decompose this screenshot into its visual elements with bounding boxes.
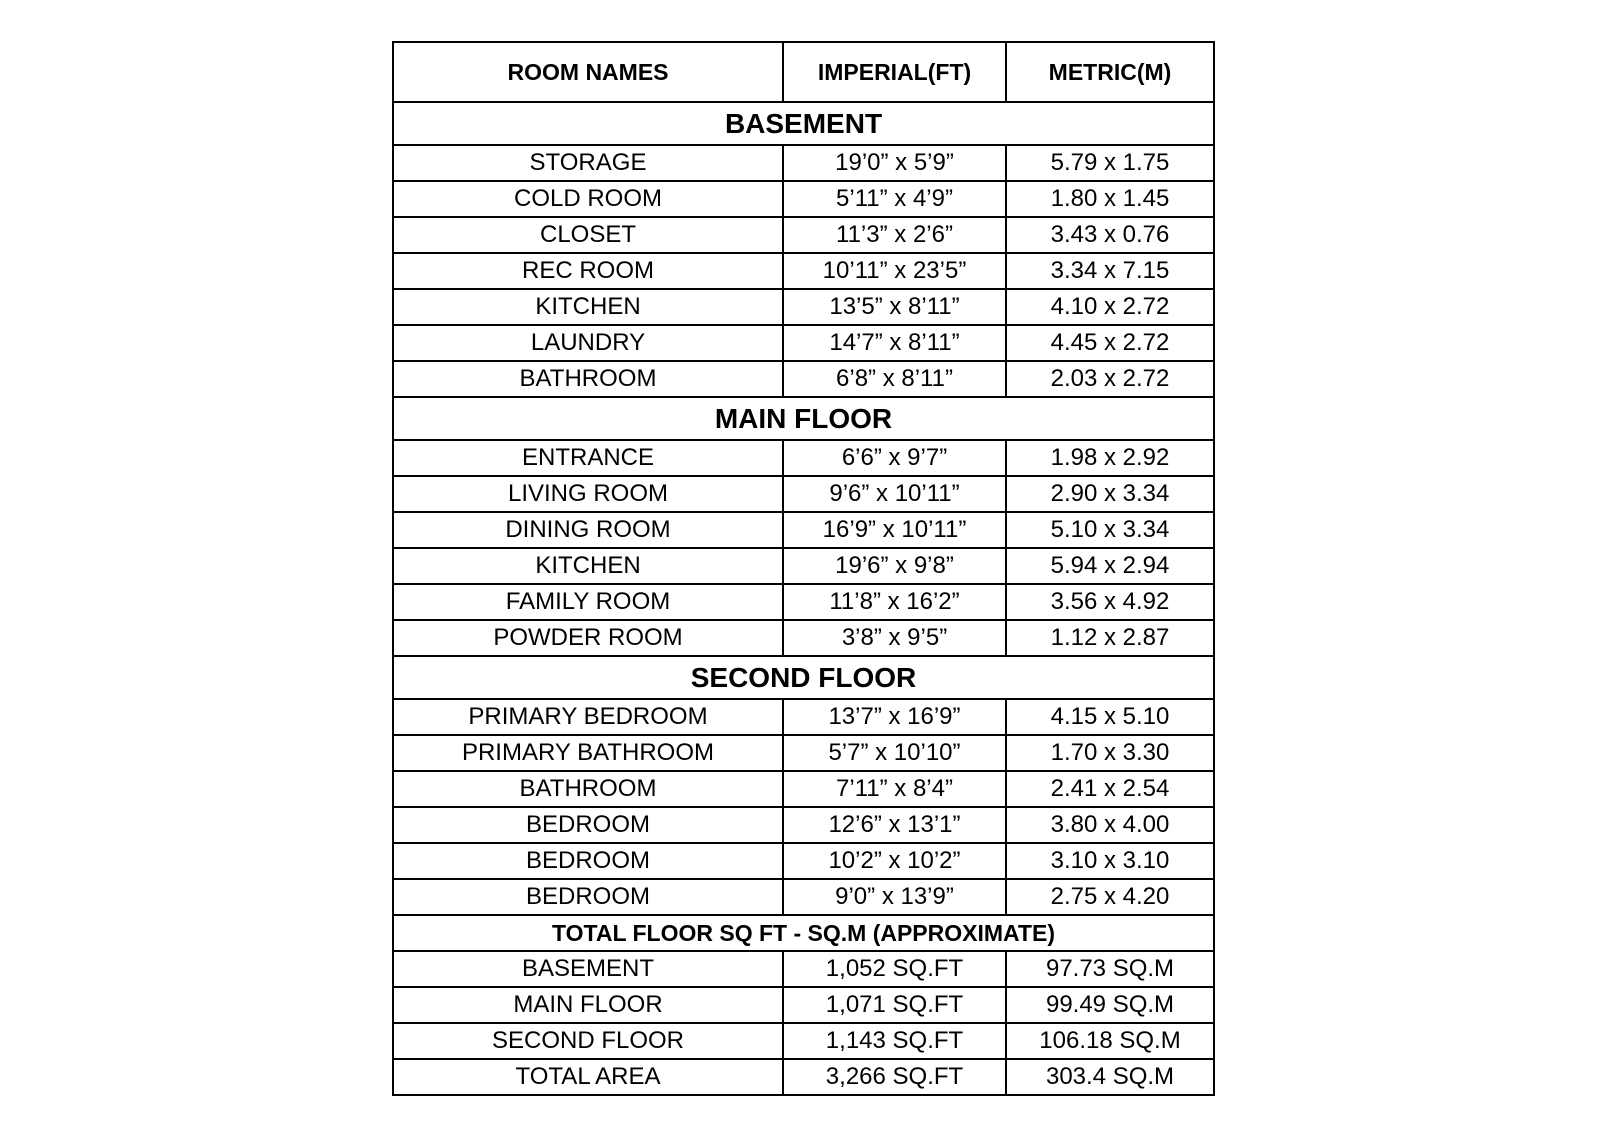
imperial-value: 3’8” x 9’5” [783, 620, 1006, 656]
table-row [393, 253, 1214, 289]
floor-name: BASEMENT [393, 951, 783, 987]
table-row [393, 548, 1214, 584]
metric-value: 1.12 x 2.87 [1006, 620, 1214, 656]
metric-value: 4.15 x 5.10 [1006, 699, 1214, 735]
header-imperial: IMPERIAL(FT) [783, 42, 1006, 102]
metric-area: 303.4 SQ.M [1006, 1059, 1214, 1095]
room-name: LIVING ROOM [393, 476, 783, 512]
table-row [393, 361, 1214, 397]
table-row [393, 951, 1214, 987]
metric-value: 3.80 x 4.00 [1006, 807, 1214, 843]
table-row [393, 289, 1214, 325]
room-name: KITCHEN [393, 548, 783, 584]
table-row [393, 620, 1214, 656]
table-row [393, 1023, 1214, 1059]
metric-value: 3.43 x 0.76 [1006, 217, 1214, 253]
table-row [393, 440, 1214, 476]
metric-value: 5.10 x 3.34 [1006, 512, 1214, 548]
room-name: KITCHEN [393, 289, 783, 325]
imperial-value: 11’8” x 16’2” [783, 584, 1006, 620]
table-row [393, 1059, 1214, 1095]
table-row [393, 879, 1214, 915]
imperial-value: 7’11” x 8’4” [783, 771, 1006, 807]
imperial-value: 9’0” x 13’9” [783, 879, 1006, 915]
room-name: FAMILY ROOM [393, 584, 783, 620]
imperial-value: 19’0” x 5’9” [783, 145, 1006, 181]
imperial-value: 14’7” x 8’11” [783, 325, 1006, 361]
section-title: SECOND FLOOR [393, 656, 1214, 699]
metric-value: 5.79 x 1.75 [1006, 145, 1214, 181]
floor-name: SECOND FLOOR [393, 1023, 783, 1059]
metric-value: 2.41 x 2.54 [1006, 771, 1214, 807]
metric-value: 2.03 x 2.72 [1006, 361, 1214, 397]
metric-value: 4.45 x 2.72 [1006, 325, 1214, 361]
table-row [393, 476, 1214, 512]
imperial-area: 1,143 SQ.FT [783, 1023, 1006, 1059]
section-title: MAIN FLOOR [393, 397, 1214, 440]
table-row [393, 771, 1214, 807]
metric-area: 99.49 SQ.M [1006, 987, 1214, 1023]
table-row [393, 325, 1214, 361]
table-row [393, 145, 1214, 181]
imperial-value: 10’2” x 10’2” [783, 843, 1006, 879]
imperial-value: 11’3” x 2’6” [783, 217, 1006, 253]
metric-value: 3.34 x 7.15 [1006, 253, 1214, 289]
room-name: PRIMARY BEDROOM [393, 699, 783, 735]
table-row [393, 843, 1214, 879]
header-metric: METRIC(M) [1006, 42, 1214, 102]
table-row [393, 217, 1214, 253]
metric-value: 5.94 x 2.94 [1006, 548, 1214, 584]
room-name: BEDROOM [393, 807, 783, 843]
section-main-floor-row [393, 397, 1214, 440]
metric-value: 2.75 x 4.20 [1006, 879, 1214, 915]
table-header-row [393, 42, 1214, 102]
room-name: REC ROOM [393, 253, 783, 289]
room-name: BATHROOM [393, 361, 783, 397]
table-row [393, 807, 1214, 843]
imperial-value: 12’6” x 13’1” [783, 807, 1006, 843]
table-row [393, 512, 1214, 548]
room-name: ENTRANCE [393, 440, 783, 476]
metric-value: 2.90 x 3.34 [1006, 476, 1214, 512]
imperial-value: 19’6” x 9’8” [783, 548, 1006, 584]
imperial-area: 1,071 SQ.FT [783, 987, 1006, 1023]
room-name: COLD ROOM [393, 181, 783, 217]
section-title: TOTAL FLOOR SQ FT - SQ.M (APPROXIMATE) [393, 915, 1214, 951]
imperial-value: 16’9” x 10’11” [783, 512, 1006, 548]
metric-value: 1.98 x 2.92 [1006, 440, 1214, 476]
imperial-area: 1,052 SQ.FT [783, 951, 1006, 987]
imperial-value: 13’5” x 8’11” [783, 289, 1006, 325]
metric-value: 4.10 x 2.72 [1006, 289, 1214, 325]
imperial-value: 6’6” x 9’7” [783, 440, 1006, 476]
room-name: DINING ROOM [393, 512, 783, 548]
room-name: BATHROOM [393, 771, 783, 807]
section-basement-row [393, 102, 1214, 145]
header-room-names: ROOM NAMES [393, 42, 783, 102]
room-name: CLOSET [393, 217, 783, 253]
metric-value: 3.56 x 4.92 [1006, 584, 1214, 620]
table-row [393, 987, 1214, 1023]
room-name: BEDROOM [393, 879, 783, 915]
table-row [393, 181, 1214, 217]
room-name: PRIMARY BATHROOM [393, 735, 783, 771]
metric-value: 1.70 x 3.30 [1006, 735, 1214, 771]
section-title: BASEMENT [393, 102, 1214, 145]
floor-name: TOTAL AREA [393, 1059, 783, 1095]
table-row [393, 699, 1214, 735]
imperial-value: 10’11” x 23’5” [783, 253, 1006, 289]
table-row [393, 584, 1214, 620]
room-dimensions-table [392, 41, 1215, 1096]
room-name: STORAGE [393, 145, 783, 181]
section-totals-row [393, 915, 1214, 951]
imperial-value: 13’7” x 16’9” [783, 699, 1006, 735]
table-row [393, 735, 1214, 771]
imperial-value: 6’8” x 8’11” [783, 361, 1006, 397]
floor-name: MAIN FLOOR [393, 987, 783, 1023]
room-name: POWDER ROOM [393, 620, 783, 656]
imperial-area: 3,266 SQ.FT [783, 1059, 1006, 1095]
metric-area: 106.18 SQ.M [1006, 1023, 1214, 1059]
metric-value: 3.10 x 3.10 [1006, 843, 1214, 879]
section-second-floor-row [393, 656, 1214, 699]
imperial-value: 9’6” x 10’11” [783, 476, 1006, 512]
room-name: BEDROOM [393, 843, 783, 879]
imperial-value: 5’7” x 10’10” [783, 735, 1006, 771]
metric-value: 1.80 x 1.45 [1006, 181, 1214, 217]
room-name: LAUNDRY [393, 325, 783, 361]
metric-area: 97.73 SQ.M [1006, 951, 1214, 987]
imperial-value: 5’11” x 4’9” [783, 181, 1006, 217]
